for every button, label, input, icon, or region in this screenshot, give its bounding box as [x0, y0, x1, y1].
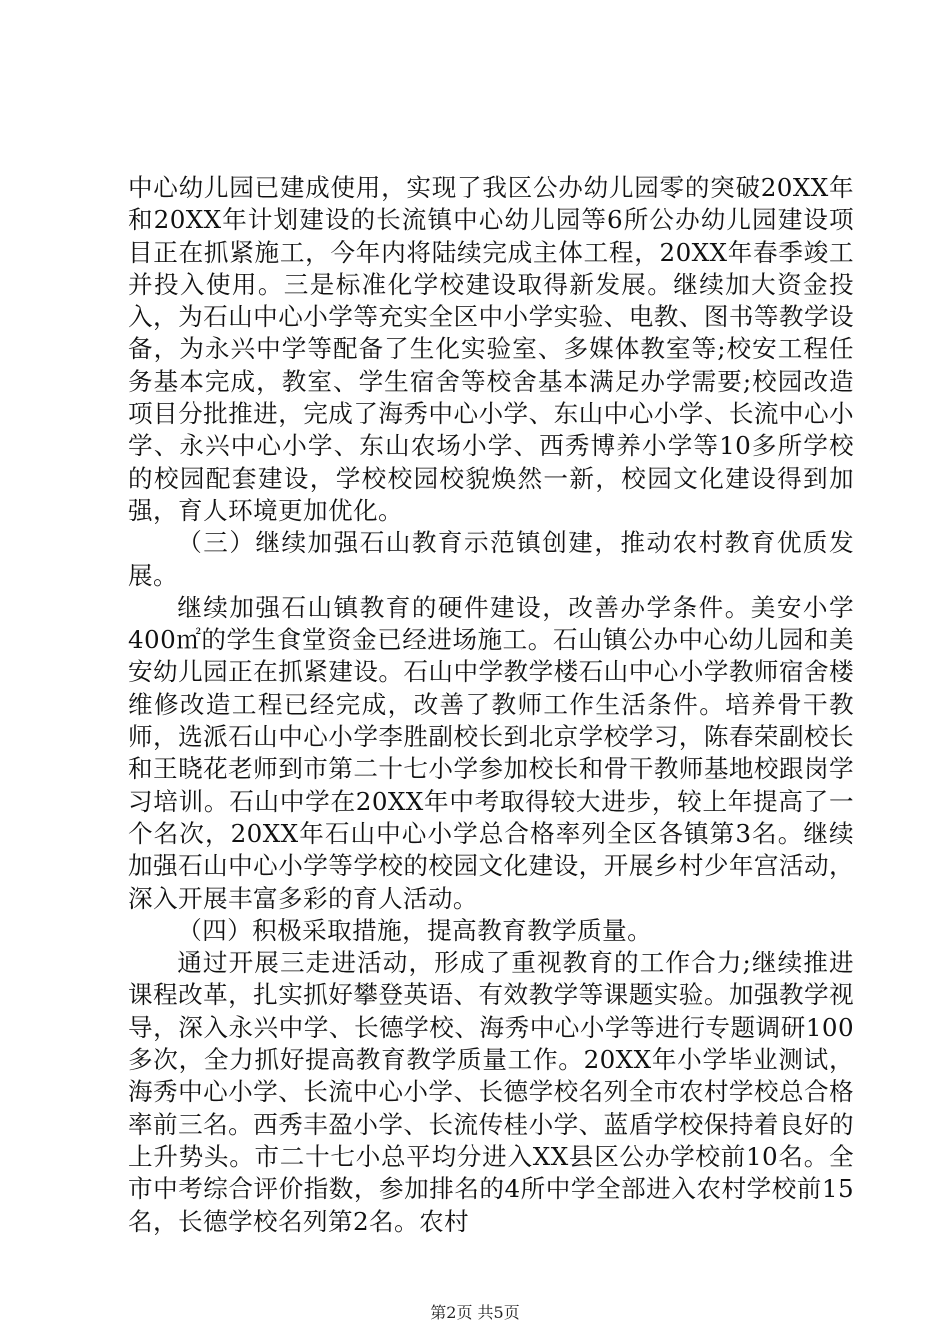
section-heading-4: （四）积极采取措施，提高教育教学质量。: [177, 915, 653, 945]
section-heading-3: （三）继续加强石山教育示范镇创建，推动农村教育优质发展。: [128, 528, 854, 590]
paragraph-2: 继续加强石山镇教育的硬件建设，改善办学条件。美安小学400㎡的学生食堂资金已经进场施工。石山镇公办中心幼儿园和美安幼儿园正在抓紧建设。石山中学教学楼石山中心小学教师宿舍楼维修改造工程已经完成，改善了教师工作生活条件。培养骨干教师，选派石山中心小学李胜副校长到北京学校学习，陈春荣副校长和王晓花老师到市第二十七小学参加校长和骨干教师基地校跟岗学习培训。石山中学在20XX年中考取得较大进步，较上年提高了一个名次，20XX年石山中心小学总合格率列全区各镇第3名。继续加强石山中心小学等学校的校园文化建设，开展乡村少年宫活动，深入开展丰富多彩的育人活动。: [128, 592, 854, 913]
paragraph-1: 中心幼儿园已建成使用，实现了我区公办幼儿园零的突破20XX年和20XX年计划建设的长流镇中心幼儿园等6所公办幼儿园建设项目正在抓紧施工，今年内将陆续完成主体工程，20XX年春季竣工并投入使用。三是标准化学校建设取得新发展。继续加大资金投入，为石山中心小学等充实全区中小学实验、电教、图书等教学设备，为永兴中学等配备了生化实验室、多媒体教室等;校安工程任务基本完成，教室、学生宿舍等校舍基本满足办学需要;校园改造项目分批推进，完成了海秀中心小学、东山中心小学、长流中心小学、永兴中心小学、东山农场小学、西秀博养小学等10多所学校的校园配套建设，学校校园校貌焕然一新，校园文化建设得到加强，育人环境更加优化。: [128, 173, 854, 525]
paragraph-3: 通过开展三走进活动，形成了重视教育的工作合力;继续推进课程改革，扎实抓好攀登英语、有效教学等课题实验。加强教学视导，深入永兴中学、长德学校、海秀中心小学等进行专题调研100多次，全力抓好提高教育教学质量工作。20XX年小学毕业测试，海秀中心小学、长流中心小学、长德学校名列全市农村学校总合格率前三名。西秀丰盈小学、长流传桂小学、蓝盾学校保持着良好的上升势头。市二十七小总平均分进入XX县区公办学校前10名。全市中考综合评价指数，参加排名的4所中学全部进入农村学校前15名，长德学校名列第2名。农村: [128, 948, 854, 1236]
page-number-footer: 第2页 共5页: [430, 1303, 520, 1322]
document-body: [128, 172, 854, 1238]
